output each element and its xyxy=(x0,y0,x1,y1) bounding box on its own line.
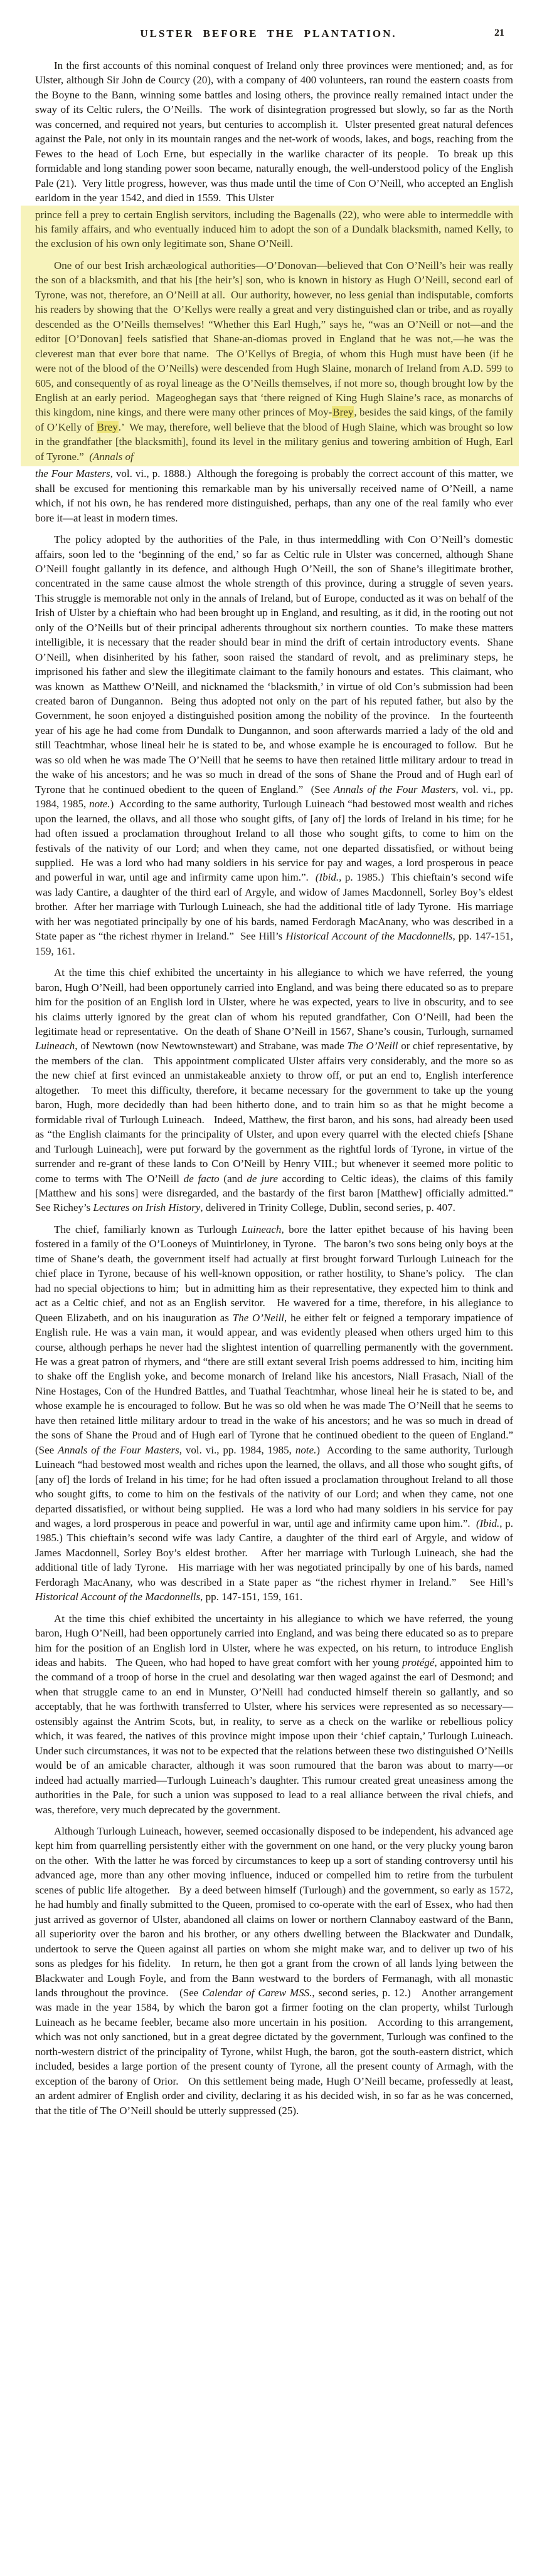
highlighted-passage xyxy=(21,206,519,467)
text-segment: , of Newtown (now Newtownstewart) and Strabane, was made xyxy=(75,1040,348,1052)
italic-text: Luineach xyxy=(35,1040,75,1052)
italic-text: de jure xyxy=(247,1172,278,1185)
text-segment: , vol. vi., pp. 1984, 1985, xyxy=(179,1443,295,1456)
text-segment: , second series, p. 12.) Another arrangement was made in the year 1584, by which the baron got a firmer footing on the clan property, whilst Turlough Luineach as he became feebler, became also more uncertain in his position. According to this arrangement, which was not only sanctioned, but in a great degree dictated by the government, Turlough was confined to the north-western district of the principality of Tyrone, whilst Hugh, the baron, got the south-eastern district, which included, besides a large portion of the present county of Tyrone, all the present county of Armagh, with the exception of the barony of Orior. On this settlement being made, Hugh O’Neill became, professedly at least, an ardent admirer of English order and civility, declaring it as his decided wish, in so far as he was concerned, that the title of The O’Neill should be utterly suppressed (25). xyxy=(35,1987,516,2117)
text-segment: Although Turlough Luineach, however, seemed occasionally disposed to be independent, his advanced age kept him from quarrelling persistently either with the government on one hand, or the very plucky young baron on the other. With the latter he was forced by circumstances to keep up a sort of standing controversy until his advanced age, more than any other moving influence, induced or compelled him to retire from the turbulent scenes of public life altogether. By a deed between himself (Turlough) and the government, so early as 1572, he had humbly and finally submitted to the Queen, promised to co-operate with the earl of Essex, who had then just arrived as governor of Ulster, abandoned all claims on lower or northern Clannaboy eastward of the Bann, all superiority over the baron and his brother, or any others dwelling between the Blackwater and Dundalk, undertook to serve the Queen against all parties on whom she might make war, and to deliver up two of his sons as pledges for his fidelity. In return, he then got a grant from the crown of all lands lying between the Blackwater and Lough Foyle, and from the Bann westward to the borders of Fermanagh, with all monastic lands throughout the province. (See xyxy=(35,1825,516,1999)
italic-text: Calendar of Carew MSS. xyxy=(202,1987,312,1999)
text-segment: , bore the latter epithet because of his having been fostered in a family of the O’Looneys of Muintirloney, in Tyrone. The baron’s two sons being only boys at the time of Shane’s death, the government itself had actually at first brought forward Turlough Luineach for the chief place in Tyrone, because of his well-known opposition, or rather hostility, to Shane’s policy. The clan had no special objections to him; but in admitting him as their representative, they expected him to think and act as a Celtic chief, and not as an English servitor. He wavered for a time, therefore, in his allegiance to Queen Elizabeth, and on his inauguration as xyxy=(35,1223,516,1324)
paragraph xyxy=(35,965,519,1215)
text-segment: One of our best Irish archæological authorities—O’Donovan—believed that Con O’Neill’s heir was really the son of a blacksmith, and that his [the heir’s] son, who is known in history as Hugh O’Neill, second earl of Tyrone, was not, therefore, an O’Neill at all. Our authority, however, no less genial than indisputable, comforts his readers by showing that the O’Kellys were really a great and very distinguished clan or tribe, and as royally descended as the O’Neills themselves! “Whether this Earl Hugh,” says he, “was an O’Neill or not—and the editor [O’Donovan] feels satisfied that Shane-an-diomas proved in England that he was not,—he was the cleverest man that ever bore that name. The O’Kellys of Bregia, of whom this Hugh must have been (if he were not of the blood of the O’Neills) were descended from Hugh Slaine, monarch of Ireland from A.D. 599 to 605, and consequently of as royal lineage as the O’Neills themselves, if not more so, though brought low by the English at an early period. Mageoghegan says that ‘there reigned of King Hugh Slaine’s race, as monarchs of this kingdom, nine kings, and there were many other princes of Moy- xyxy=(35,259,516,419)
page-number: 21 xyxy=(494,28,504,38)
text-segment: , p. 1985.) This chieftain’s second wife was lady Cantire, a daughter of the third earl of Argyle, and widow of James Macdonnell, Sorley Boy’s eldest brother. After her marriage with Turlough Luineach, she had the additional title of lady Tyrone. His marriage with her was negotiated principally by one of his bards, named Ferdoragh MacAnany, who was described in a State paper as “the richest rhymer in Ireland.” See Hill’s xyxy=(35,871,516,943)
text-segment: ) According to the same authority, Turlough Luineach “had bestowed most wealth and riches upon the learned, the ollavs, and all those who sought gifts, of [any of] the lords of Ireland in his time; for he had often issued a proclamation throughout Ireland to all those who sought gifts, to come to him on the festivals of the nativity of our Lord; and when they came, not one departed dissatisfied, or without being supplied. He was a lord who had many soldiers in his service for pay and wages, a lord prosperous in peace and powerful in war, until age and infirmity came upon him.”. xyxy=(35,798,516,884)
paragraph xyxy=(35,207,516,251)
search-term-highlight: Brey xyxy=(97,421,118,433)
text-segment: (and xyxy=(219,1172,247,1185)
paragraph xyxy=(35,1611,521,1817)
italic-text: de facto xyxy=(183,1172,220,1185)
text-segment: The chief, familiarly known as Turlough xyxy=(54,1223,242,1235)
paragraph xyxy=(35,466,516,525)
search-term-highlight: Brey xyxy=(332,406,354,419)
text-segment: , he either felt or feigned a temporary impatience of English rule. He was a vain man, it would appear, and was evidently pleased when others urged him to this course, although perhaps he never had the slightest intention of quarrelling permanently with the government. He was a great patron of rhymers, and “there are still extant several Irish poems addressed to him, inciting him to shake off the English yoke, and become monarch of Ireland like his ancestors, Niall Frasach, Niall of the Nine Hostages, Con of the Hundred Battles, and Tuathal Teachtmhar, whose lineal heir he is stated to be, and whose example he is encouraged to follow. But he was so old when he was made The O’Neill that he seems to have then retained little military ardour to tread in the wake of his ancestors; and he was so much in dread of the sons of Shane the Proud and of Hugh earl of Tyrone that he continued obedient to the queen of England.” (See xyxy=(35,1311,521,1456)
italic-text: note. xyxy=(295,1443,317,1456)
italic-text: the Four Masters xyxy=(35,468,110,480)
text-segment: .’ We may, therefore, well believe that the blood of Hugh Slaine, which was brought so low in the grandfather [the blacksmith], found its level in the military genius and towering ambition of Hugh, Earl of Tyrone.” xyxy=(35,421,516,463)
italic-text: Annals of the Four Masters xyxy=(333,783,456,795)
text-segment: At the time this chief exhibited the uncertainty in his allegiance to which we have referred, the young baron, Hugh O’Neill, had been opportunely carried into England, and was being there educated so as to prepare him for the position of an English lord in Ulster, where he was expected, years to live in obscurity, and to see his claims utterly ignored by the great clan of whom his reputed grandfather, Con O’Neill, had been the legitimate head or representative. On the death of Shane O’Neill in 1567, Shane’s cousin, Turlough, surnamed xyxy=(35,966,516,1037)
paragraph xyxy=(35,58,516,206)
text-segment: or chief representative, by the members of the clan. This appointment complicated Ulster affairs very considerably, and the more so as the new chief at first evinced an unmistakeable anxiety to throw off, or put an end to, English interference altogether. To meet this difficulty, therefore, it became necessary for the government to take up the young baron, Hugh, more decidedly than had been hitherto done, and to train him so as that he might become a formidable rival of Turlough Luineach. Indeed, Matthew, the first baron, and his sons, had already been used as “the English claimants for the principality of Ulster, and upon every quarrel with the elected chiefs [Shane and Turlough Luineach], were put forward by the government as the rightful lords of Tyrone, in virtue of the surrender and re-grant of these lands to Con O’Neill by Henry VIII.; but whenever it seemed more politic to come to terms with The O’Neill xyxy=(35,1040,516,1185)
paragraph xyxy=(35,1824,516,2118)
text-segment: At the time this chief exhibited the uncertainty in his allegiance to which we have referred, the young baron, Hugh O’Neill, had been opportunely carried into England, and was being there educated so as to prepare him for the position of an English lord in Ulster, where he was expected, on his return, to introduce English ideas and habits. The Queen, who had hoped to have great comfort with her young xyxy=(35,1612,516,1669)
text-segment: , appointed him to the command of a troop of horse in the cruel and desolating war then waged against the earl of Desmond; and when that struggle came to an end in Munster, O’Neill had conducted himself therein so gallantly, and so acceptably, that he was forthwith transferred to Ulster, where his services were represented as so necessary—ostensibly against the Antrim Scots, but, in reality, to serve as a check on the warlike or rebellious policy which, it was feared, the natives of this province might impose upon their ‘chief captain,’ Turlough Luineach. Under such circumstances, it was not to be expected that the relations between these two distinguished O’Neills would be of an amicable character, although it was soon rumoured that the baron was about to marry—or indeed had actually married—Turlough Luineach’s daughter. This rumour created great uneasiness among the authorities in the Pale, for such a union was supposed to lead to a real alliance between the rival chiefs, and was, therefore, very much deprecated by the government. xyxy=(35,1657,521,1816)
text-segment: , p. 1985.) This chieftain’s second wife was lady Cantire, a daughter of the third earl of Argyle, and widow of James Macdonnell, Sorley Boy’s eldest brother. After her marriage with Turlough Luineach, she had the additional title of lady Tyrone. His marriage with her was negotiated principally by one of his bards, named Ferdoragh MacAnany, who was described in a State paper as “the richest rhymer in Ireland.” See Hill’s xyxy=(35,1517,516,1588)
text-segment: , pp. 147-151, 159, 161. xyxy=(35,930,516,957)
text-segment: according to Celtic ideas), the claims of this family [Matthew and his sons] were disregarded, and the bastardy of the first baron [Matthew] officially admitted.” See Richey’s xyxy=(35,1172,519,1214)
italic-text: Historical Account of the Macdonnells xyxy=(35,1591,201,1603)
text-segment: , pp. 147-151, 159, 161. xyxy=(200,1591,303,1603)
text-segment: , delivered in Trinity College, Dublin, second series, p. 407. xyxy=(200,1202,455,1214)
text-segment: prince fell a prey to certain English servitors, including the Bagenalls (22), who were able to intermeddle with his family affairs, and who eventually induced him to adopt the son of a Dundalk blacksmith, named Kelly, to the exclusion of his own only legitimate son, Shane O’Neill. xyxy=(35,208,516,250)
page-header xyxy=(0,0,537,40)
paragraph xyxy=(35,258,516,464)
italic-text: (Ibid. xyxy=(476,1517,500,1529)
italic-text: Historical Account of the Macdonnells xyxy=(285,930,453,943)
text-segment: ) According to the same authority, Turlough Luineach “had bestowed most wealth and riches upon the learned, the ollavs, and all those who sought gifts, of [any of] the lords of Ireland in his time; for he had often issued a proclamation throughout Ireland to all those who sought gifts, to come to him on the festivals of the nativity of our Lord; and when they came, not one departed dissatisfied, or without being supplied. He was a lord who had many soldiers in his service for pay and wages, a lord prosperous in peace and powerful in war, until age and infirmity came upon him.”. xyxy=(35,1443,516,1529)
italic-text: The O’Neill xyxy=(347,1040,398,1052)
paragraph xyxy=(35,1222,521,1605)
page-title: ULSTER BEFORE THE PLANTATION. xyxy=(140,28,397,39)
italic-text: Luineach xyxy=(242,1223,282,1235)
page-body xyxy=(35,58,521,2118)
text-segment: , vol. vi., pp. 1984, 1985, xyxy=(35,783,516,810)
text-segment: The policy adopted by the authorities of the Pale, in thus intermeddling with Con O’Neill’s domestic affairs, soon led to the ‘beginning of the end,’ so far as Celtic rule in Ulster was concerned, although Shane O’Neill fought gallantly in its defence, and although Hugh O’Neill, the son of Shane’s illegitimate brother, concentrated in the same cause almost the whole strength of this province, during a struggle of seven years. This struggle is memorable not only in the annals of Ireland, but of Europe, conducted as it was on behalf of the Irish of Ulster by a chieftain who had been brought up in England, and resulting, as it did, in the rooting out not only of the O’Neills but of their principal adherents throughout six northern counties. To make these matters intelligible, it is necessary that the reader should bear in mind the drift of certain introductory events. Shane O’Neill, when disinherited by his father, soon raised the standard of revolt, and as preliminary steps, he imprisoned his father and slew the illegitimate claimant to the family honours and estates. This claimant, who was known as Matthew O’Neill, and nicknamed the ‘blacksmith,’ in virtue of old Con’s submission had been created baron of Dungannon. Being thus adopted not only on the part of his reputed father, but also by the Government, he soon enjoyed a distinguished position among the nobility of the province. In the fourteenth year of his age he had come from Dundalk to Dungannon, and soon afterwards married a lady of the old and still Teachtmhar, whose lineal heir he is stated to be, and whose example he is encouraged to follow. But he was so old when he was made The O’Neill that he seems to have then retained little military ardour to tread in the wake of his ancestors; and he was so much in dread of the sons of Shane the Proud and of Hugh earl of Tyrone that he continued obedient to the queen of England.” (See xyxy=(35,533,519,795)
paragraph xyxy=(35,532,519,958)
text-segment: , besides the said kings, of the family of O’Kelly of xyxy=(35,406,516,433)
italic-text: (Ibid. xyxy=(315,871,339,884)
italic-text: protégé xyxy=(402,1657,435,1669)
italic-text: note. xyxy=(89,798,110,810)
text-segment: , vol. vi., p. 1888.) Although the foregoing is probably the correct account of this matter, we shall be excused for mentioning this remarkable man by his universally received name of O’Neill, a name which, if not his own, he has rendered more distinguished, perhaps, than any one of the real family who ever bore it—at least in modern times. xyxy=(35,468,516,524)
text-segment: In the first accounts of this nominal conquest of Ireland only three provinces were mentioned; and, as for Ulster, although Sir John de Courcy (20), with a company of 400 volunteers, ran round the eastern coasts from the Boyne to the Bann, winning some battles and losing others, the province really remained intact under the sway of its Celtic rulers, the O’Neills. The work of disintegration progressed but slowly, so far as the North was concerned, and required not years, but centuries to accomplish it. Ulster presented great natural defences against the Pale, not only in its mountain ranges and the net-work of woods, lakes, and bogs, reaching from the Fewes to the head of Loch Erne, but especially in the warlike character of its people. To break up this formidable and long standing power soon became, naturally enough, the well-understood policy of the English Pale (21). Very little progress, however, was thus made until the time of Con O’Neill, who accepted an English earldom in the year 1542, and died in 1559. This Ulster xyxy=(35,60,516,204)
italic-text: The O’Neill xyxy=(232,1311,285,1324)
italic-text: (Annals of xyxy=(89,450,134,463)
italic-text: Annals of the Four Masters xyxy=(58,1443,179,1456)
italic-text: Lectures on Irish History xyxy=(93,1202,201,1214)
